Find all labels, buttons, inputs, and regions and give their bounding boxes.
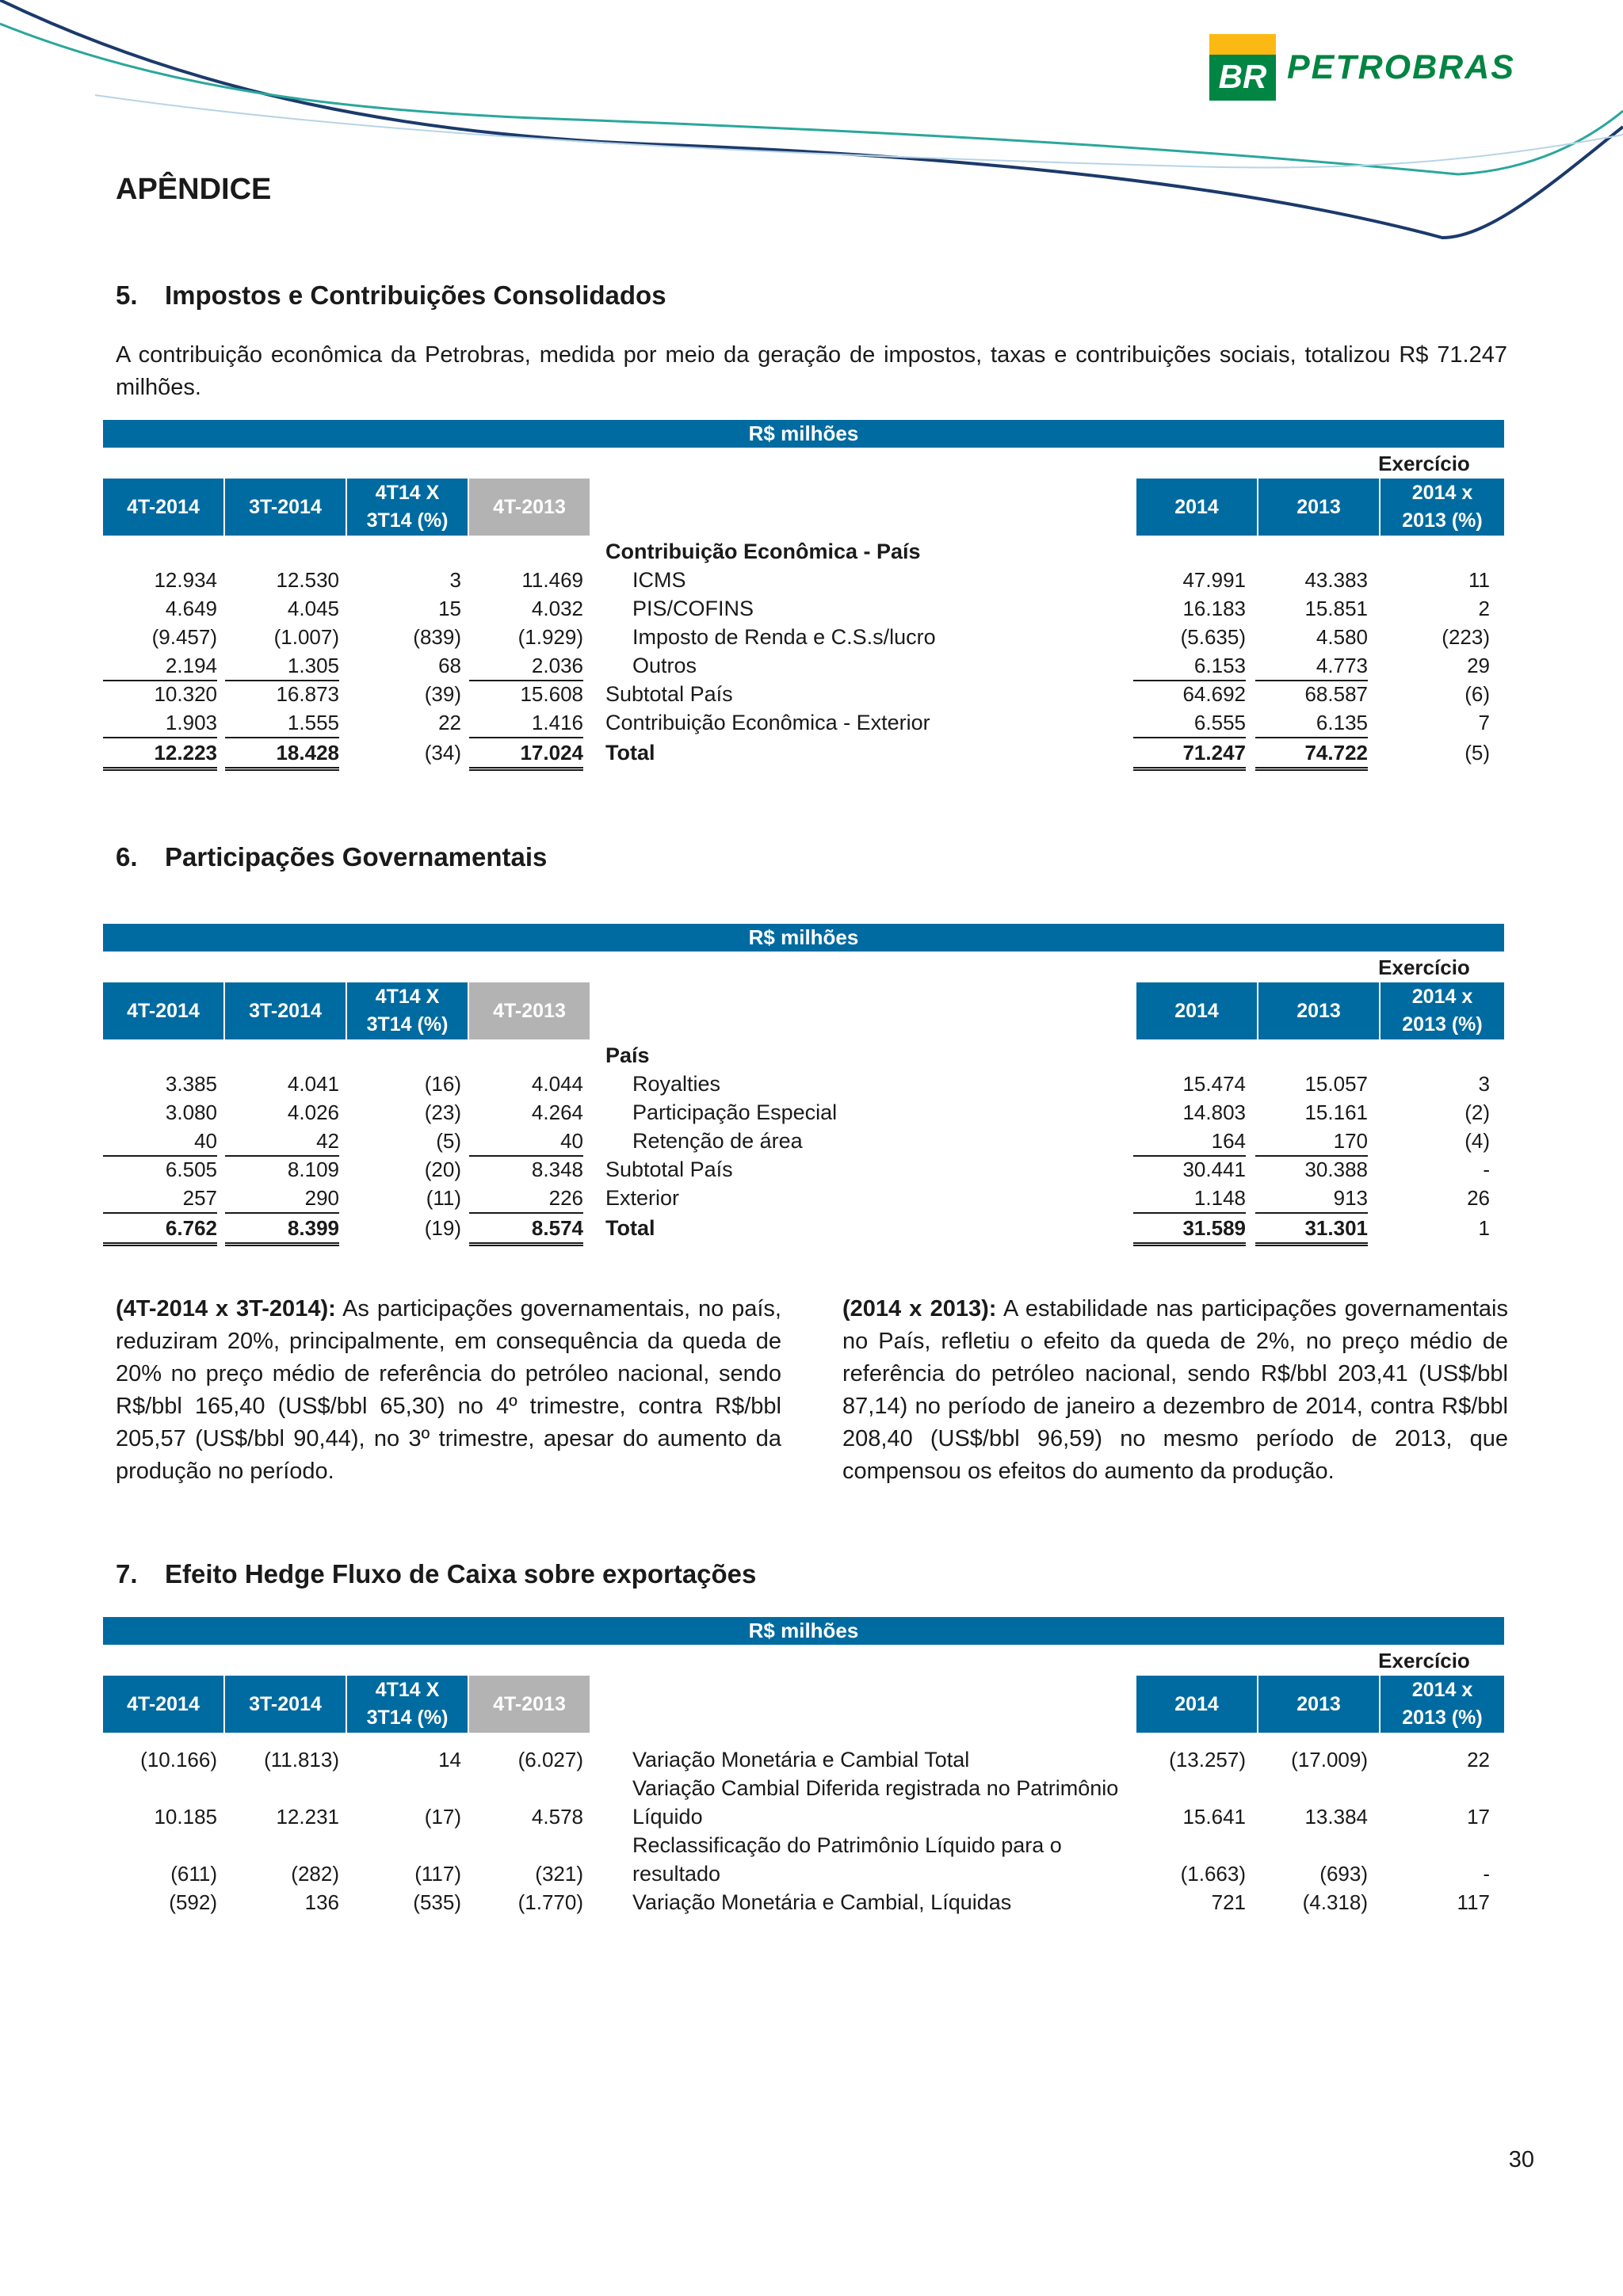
cell-var-quarter: (117) <box>414 1862 461 1886</box>
header-4t14-line1: 4T14 X <box>375 1679 440 1701</box>
cell-4t2013: 40 <box>469 1127 583 1157</box>
commentary-annual-lead: (2014 x 2013): <box>842 1296 997 1322</box>
cell-2013: 913 <box>1255 1184 1368 1214</box>
cell-var-year: 117 <box>1457 1890 1490 1914</box>
table-row <box>103 1098 1506 1127</box>
cell-4t2013: 11.469 <box>521 568 583 592</box>
cell-var-year: 1 <box>1478 1216 1490 1240</box>
row-label: Royalties <box>632 1072 721 1096</box>
table-row <box>103 566 1506 594</box>
cell-2014: 1.148 <box>1133 1184 1246 1214</box>
cell-3t2014: 42 <box>225 1127 339 1157</box>
cell-2014: 721 <box>1211 1890 1246 1914</box>
section6-title-text: Participações Governamentais <box>165 842 548 871</box>
header-4t14-vs-3t14 <box>347 982 468 1039</box>
row-label: Contribuição Econômica - Exterior <box>605 711 930 734</box>
section6-title <box>116 842 547 872</box>
header-2014-line1: 2014 x <box>1411 482 1473 504</box>
cell-4t2013: 226 <box>469 1184 583 1214</box>
cell-4t2013: 1.416 <box>469 708 583 738</box>
cell-4t2013: 4.032 <box>531 597 583 620</box>
cell-4t2014: 6.762 <box>103 1214 217 1246</box>
cell-var-year: - <box>1483 1158 1490 1181</box>
header-2014: 2014 <box>1136 982 1257 1039</box>
cell-var-year: (2) <box>1465 1100 1490 1124</box>
row-label: PIS/COFINS <box>632 597 754 620</box>
cell-2013: 13.384 <box>1304 1805 1368 1829</box>
cell-var-quarter: (23) <box>424 1100 461 1124</box>
cell-4t2013: 4.044 <box>531 1072 583 1096</box>
row-label: Subtotal País <box>605 682 733 706</box>
unit-bar: R$ milhões <box>103 924 1504 952</box>
cell-var-quarter: (17) <box>424 1805 461 1829</box>
header-4t2013: 4T-2013 <box>469 479 590 536</box>
header-2013: 2013 <box>1258 982 1379 1039</box>
cell-2014: 164 <box>1133 1127 1246 1157</box>
cell-3t2014: (11.813) <box>264 1748 339 1772</box>
cell-var-quarter: 68 <box>438 654 461 677</box>
row-label: Subtotal País <box>605 1158 733 1181</box>
header-4t2014: 4T-2014 <box>103 479 223 536</box>
cell-var-quarter: (11) <box>426 1186 461 1210</box>
table-total-row <box>103 1214 1506 1242</box>
header-4t14-line2: 3T14 (%) <box>366 509 449 532</box>
cell-3t2014: (1.007) <box>273 625 339 649</box>
header-2014: 2014 <box>1136 1676 1257 1733</box>
cell-4t2013: (1.929) <box>517 625 583 649</box>
cell-var-year: 2 <box>1478 597 1490 620</box>
table-row-label-line <box>103 1774 1506 1802</box>
section7-title <box>116 1559 756 1589</box>
cell-2014: 16.183 <box>1182 597 1246 620</box>
cell-3t2014: 18.428 <box>225 738 339 771</box>
cell-2013: 15.851 <box>1304 597 1368 620</box>
br-logo-text: BR <box>1218 58 1267 95</box>
cell-var-quarter: (839) <box>413 625 461 649</box>
cell-2014: 31.589 <box>1133 1214 1246 1246</box>
row-label: Total <box>605 1216 655 1240</box>
cell-4t2014: (611) <box>170 1862 217 1886</box>
header-2014-line2: 2013 (%) <box>1402 1707 1483 1729</box>
cell-2013: (4.318) <box>1302 1890 1368 1914</box>
cell-2013: (17.009) <box>1291 1748 1368 1772</box>
table-row <box>103 1859 1506 1888</box>
table-row <box>103 594 1506 623</box>
cell-2013: 170 <box>1255 1127 1368 1157</box>
cell-4t2014: 12.934 <box>154 568 217 592</box>
petrobras-logo <box>1209 32 1515 103</box>
row-label: ICMS <box>632 568 686 592</box>
cell-2013: 30.388 <box>1304 1158 1368 1181</box>
header-4t2014: 4T-2014 <box>103 1676 223 1733</box>
row-label: Reclassificação do Patrimônio Líquido para o <box>632 1833 1062 1857</box>
cell-2013: 43.383 <box>1304 568 1368 592</box>
cell-var-year: 22 <box>1467 1748 1490 1772</box>
cell-2013: 4.773 <box>1255 651 1368 681</box>
commentary-quarterly <box>116 1293 781 1488</box>
section5-title <box>116 280 666 311</box>
cell-2013: 31.301 <box>1255 1214 1368 1246</box>
cell-var-quarter: (39) <box>424 682 461 706</box>
row-label-continued: resultado <box>632 1862 721 1886</box>
header-3t2014: 3T-2014 <box>225 982 346 1039</box>
cell-3t2014: 4.026 <box>287 1100 339 1124</box>
table-row <box>103 623 1506 651</box>
hedge-table <box>103 1617 1506 1926</box>
cell-2014: (5.635) <box>1180 625 1246 649</box>
cell-var-year: 17 <box>1467 1805 1490 1829</box>
row-label: Total <box>605 741 655 765</box>
cell-2014: 47.991 <box>1182 568 1246 592</box>
cell-3t2014: 12.231 <box>276 1805 339 1829</box>
cell-var-year: 3 <box>1478 1072 1490 1096</box>
cell-2014: (13.257) <box>1169 1748 1246 1772</box>
table-row <box>103 1127 1506 1155</box>
cell-2013: 15.161 <box>1304 1100 1368 1124</box>
cell-4t2014: 4.649 <box>165 597 217 620</box>
cell-2013: 6.135 <box>1255 708 1368 738</box>
cell-var-quarter: 22 <box>438 711 461 734</box>
header-2014-vs-2013 <box>1381 982 1504 1039</box>
cell-var-quarter: (16) <box>424 1072 461 1096</box>
cell-var-quarter: (5) <box>436 1129 461 1153</box>
header-2013: 2013 <box>1258 479 1379 536</box>
cell-4t2014: 3.080 <box>165 1100 217 1124</box>
table-row <box>103 1745 1506 1774</box>
table-row <box>103 1155 1506 1184</box>
header-4t2014: 4T-2014 <box>103 982 223 1039</box>
section7-number: 7. <box>116 1559 138 1589</box>
row-label: Variação Monetária e Cambial, Líquidas <box>632 1890 1012 1914</box>
cell-4t2014: 40 <box>103 1127 217 1157</box>
commentary-quarterly-lead: (4T-2014 x 3T-2014): <box>116 1296 336 1322</box>
cell-3t2014: 4.045 <box>287 597 339 620</box>
cell-var-year: (6) <box>1465 682 1490 706</box>
cell-3t2014: 16.873 <box>276 682 339 706</box>
cell-4t2014: 10.185 <box>154 1805 217 1829</box>
cell-2013: 4.580 <box>1316 625 1368 649</box>
cell-2014: 6.555 <box>1133 708 1246 738</box>
section6-number: 6. <box>116 842 138 871</box>
unit-bar: R$ milhões <box>103 1617 1504 1645</box>
cell-var-quarter: (19) <box>424 1216 461 1240</box>
group-label: Contribuição Econômica - País <box>605 540 921 563</box>
cell-3t2014: 12.530 <box>276 568 339 592</box>
cell-var-year: 29 <box>1467 654 1490 677</box>
header-2014-line2: 2013 (%) <box>1402 1013 1483 1035</box>
row-label: Participação Especial <box>632 1100 838 1124</box>
cell-var-year: 7 <box>1478 711 1490 734</box>
exercise-label: Exercício <box>1378 452 1470 475</box>
cell-3t2014: (282) <box>291 1862 339 1886</box>
cell-3t2014: 4.041 <box>287 1072 339 1096</box>
cell-2013: 15.057 <box>1304 1072 1368 1096</box>
header-2014-line1: 2014 x <box>1411 986 1473 1008</box>
cell-2014: 71.247 <box>1133 738 1246 771</box>
header-2014-vs-2013 <box>1381 1676 1504 1733</box>
table-row-label-line <box>103 1831 1506 1859</box>
section5-title-text: Impostos e Contribuições Consolidados <box>165 280 666 310</box>
cell-4t2013: 8.348 <box>531 1158 583 1181</box>
header-2013: 2013 <box>1258 1676 1379 1733</box>
header-2014-line2: 2013 (%) <box>1402 509 1483 532</box>
table-row <box>103 680 1506 708</box>
cell-2014: 30.441 <box>1182 1158 1246 1181</box>
cell-var-quarter: (535) <box>413 1890 461 1914</box>
appendix-title: APÊNDICE <box>116 173 272 206</box>
cell-4t2014: 257 <box>103 1184 217 1214</box>
section5-number: 5. <box>116 280 138 310</box>
header-4t14-line2: 3T14 (%) <box>366 1013 449 1035</box>
table-total-row <box>103 738 1506 767</box>
section5-intro: A contribuição econômica da Petrobras, medida por meio da geração de impostos, taxas e contribuições sociais, totalizou R$ 71.247 milhões. <box>116 342 1507 400</box>
table-row <box>103 708 1506 737</box>
header-4t2013: 4T-2013 <box>469 982 590 1039</box>
cell-4t2013: (321) <box>535 1862 583 1886</box>
logo-wordmark: PETROBRAS <box>1287 48 1515 86</box>
cell-4t2013: (1.770) <box>517 1890 583 1914</box>
cell-4t2013: 4.264 <box>531 1100 583 1124</box>
cell-var-quarter: 14 <box>438 1748 461 1772</box>
exercise-label: Exercício <box>1378 1649 1470 1672</box>
header-4t14-line1: 4T14 X <box>375 482 440 504</box>
header-4t14-vs-3t14 <box>347 479 468 536</box>
cell-4t2013: 4.578 <box>531 1805 583 1829</box>
row-label-continued: Líquido <box>632 1805 703 1829</box>
cell-4t2014: (10.166) <box>140 1748 217 1772</box>
table-row <box>103 651 1506 680</box>
cell-2013: 74.722 <box>1255 738 1368 771</box>
cell-4t2014: 2.194 <box>103 651 217 681</box>
cell-4t2014: (592) <box>169 1890 217 1914</box>
cell-var-quarter: (20) <box>424 1158 461 1181</box>
commentary-quarterly-text: As participações governamentais, no país, reduziram 20%, principalmente, em consequência da queda de 20% no preço médio de referência do petróleo nacional, sendo R$/bbl 165,40 (US$/bbl 65,30) no 4º trimestre, contra R$/bbl 205,57 (US$/bbl 90,44), no 3º trimestre, apesar do aumento da produção no período. <box>116 1296 781 1484</box>
cell-4t2013: (6.027) <box>517 1748 583 1772</box>
cell-var-quarter: 15 <box>438 597 461 620</box>
table-row <box>103 1802 1506 1831</box>
cell-var-year: (223) <box>1442 625 1490 649</box>
cell-4t2013: 8.574 <box>469 1214 583 1246</box>
header-2014-vs-2013 <box>1381 479 1504 536</box>
table-group-row <box>103 537 1506 566</box>
row-label: Exterior <box>605 1186 680 1210</box>
cell-2014: 14.803 <box>1182 1100 1246 1124</box>
cell-2013: (693) <box>1319 1862 1368 1886</box>
header-3t2014: 3T-2014 <box>225 479 346 536</box>
row-label: Retenção de área <box>632 1129 803 1153</box>
page-number: 30 <box>1508 2147 1534 2172</box>
cell-4t2014: 6.505 <box>165 1158 217 1181</box>
commentary-annual-text: A estabilidade nas participações governamentais no País, refletiu o efeito da queda de 2%, no preço médio de referência do petróleo nacional, sendo R$/bbl 203,41 (US$/bbl 87,14) no período de janeiro a dezembro de 2014, contra R$/bbl 208,40 (US$/bbl 96,59) no mesmo período de 2013, que compensou os efeitos do aumento da produção. <box>842 1296 1508 1484</box>
cell-2014: 15.474 <box>1182 1072 1246 1096</box>
table-group-row <box>103 1041 1506 1070</box>
exercise-label: Exercício <box>1378 955 1470 979</box>
cell-4t2014: 12.223 <box>103 738 217 771</box>
row-label: Outros <box>632 654 697 677</box>
cell-var-year: (4) <box>1465 1129 1490 1153</box>
br-logo-icon <box>1209 34 1276 101</box>
cell-4t2014: (9.457) <box>151 625 217 649</box>
table-row <box>103 1184 1506 1212</box>
cell-3t2014: 290 <box>225 1184 339 1214</box>
cell-2013: 68.587 <box>1304 682 1368 706</box>
group-label: País <box>605 1043 650 1067</box>
cell-3t2014: 1.555 <box>225 708 339 738</box>
cell-3t2014: 8.399 <box>225 1214 339 1246</box>
cell-4t2013: 2.036 <box>469 651 583 681</box>
cell-2014: 6.153 <box>1133 651 1246 681</box>
header-2014: 2014 <box>1136 479 1257 536</box>
cell-2014: 15.641 <box>1182 1805 1246 1829</box>
cell-4t2014: 1.903 <box>103 708 217 738</box>
cell-var-year: (5) <box>1465 741 1490 765</box>
taxes-table <box>103 420 1506 784</box>
table-row <box>103 1888 1506 1917</box>
header-2014-line1: 2014 x <box>1411 1679 1473 1701</box>
cell-4t2014: 3.385 <box>165 1072 217 1096</box>
cell-4t2013: 15.608 <box>520 682 583 706</box>
cell-4t2014: 10.320 <box>154 682 217 706</box>
header-4t2013: 4T-2013 <box>469 1676 590 1733</box>
cell-var-year: 11 <box>1468 568 1490 592</box>
header-4t14-line1: 4T14 X <box>375 986 440 1008</box>
row-label: Variação Monetária e Cambial Total <box>632 1748 970 1772</box>
cell-3t2014: 1.305 <box>225 651 339 681</box>
header-3t2014: 3T-2014 <box>225 1676 346 1733</box>
cell-3t2014: 8.109 <box>287 1158 339 1181</box>
table-row <box>103 1070 1506 1098</box>
row-label: Variação Cambial Diferida registrada no Patrimônio <box>632 1776 1119 1800</box>
cell-3t2014: 136 <box>304 1890 339 1914</box>
cell-4t2013: 17.024 <box>469 738 583 771</box>
header-4t14-vs-3t14 <box>347 1676 468 1733</box>
cell-var-year: - <box>1483 1862 1490 1886</box>
cell-2014: (1.663) <box>1180 1862 1246 1886</box>
section7-title-text: Efeito Hedge Fluxo de Caixa sobre exportações <box>165 1559 757 1589</box>
cell-var-year: 26 <box>1467 1186 1490 1210</box>
cell-var-quarter: (34) <box>424 741 461 765</box>
commentary-annual <box>842 1293 1508 1488</box>
row-label: Imposto de Renda e C.S.s/lucro <box>632 625 936 649</box>
government-take-table <box>103 924 1506 1257</box>
cell-var-quarter: 3 <box>449 568 461 592</box>
cell-2014: 64.692 <box>1182 682 1246 706</box>
unit-bar: R$ milhões <box>103 420 1504 448</box>
header-4t14-line2: 3T14 (%) <box>366 1707 449 1729</box>
